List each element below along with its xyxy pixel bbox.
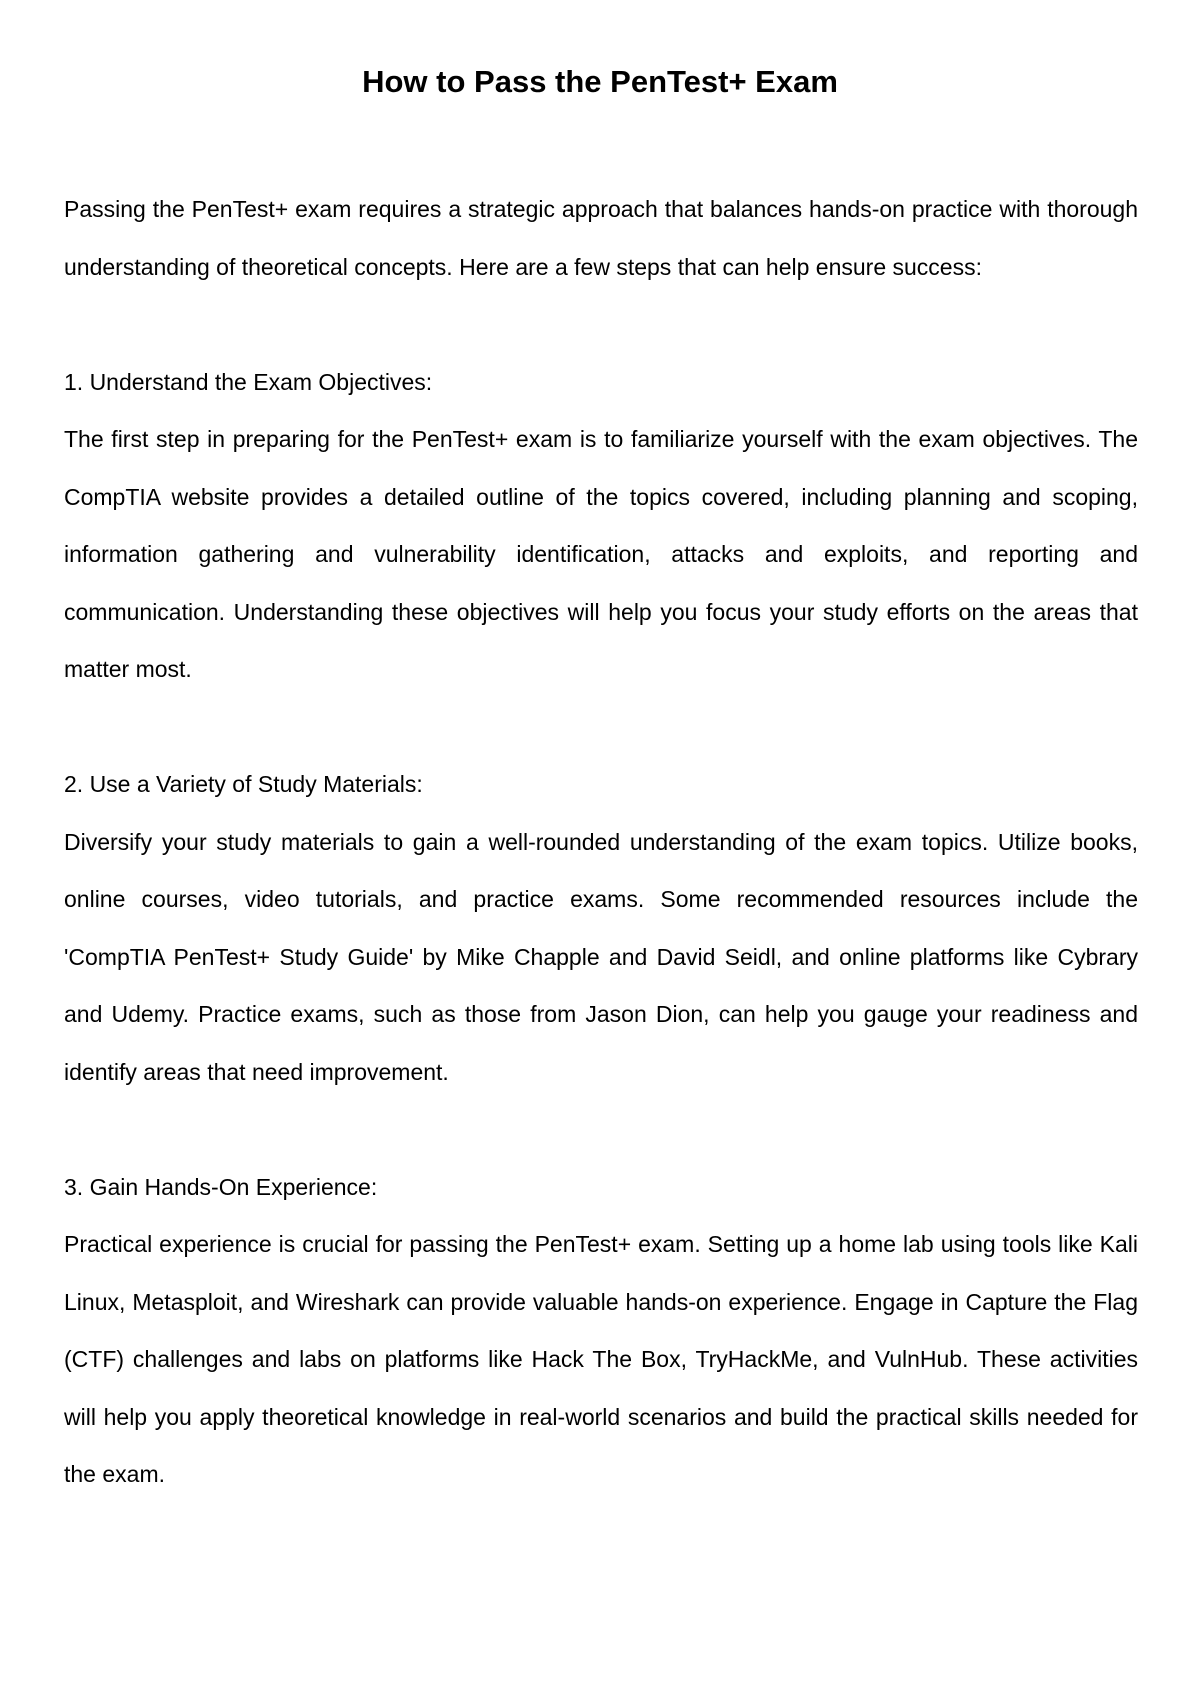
section-hands-on-experience <box>64 1159 1138 1504</box>
page-title: How to Pass the PenTest+ Exam <box>362 64 838 99</box>
section-heading: 2. Use a Variety of Study Materials: <box>64 771 423 797</box>
section-heading: 1. Understand the Exam Objectives: <box>64 368 433 395</box>
section-paragraph: Practical experience is crucial for passing the PenTest+ exam. Setting up a home lab using tools like Kali Linux, Metasploit, and Wireshark can provide valuable hands-on experience. Engage in Capture the Flag (CTF) challenges and labs on platforms like Hack The Box, TryHackMe, and VulnHub. These activities will help you apply theoretical knowledge in real-world scenarios and build the practical skills needed for the exam. <box>64 1231 1138 1487</box>
section-paragraph: The first step in preparing for the PenTest+ exam is to familiarize yourself with the exam objectives. The CompTIA website provides a detailed outline of the topics covered, including planning and scoping, information gathering and vulnerability identification, attacks and exploits, and reporting and communication. Understanding these objectives will help you focus your study efforts on the areas that matter most. <box>64 426 1138 682</box>
section-heading: 3. Gain Hands-On Experience: <box>64 1173 378 1200</box>
section-paragraph: Diversify your study materials to gain a well-rounded understanding of the exam topics. Utilize books, online courses, video tutorials, and practice exams. Some recommended resources include the 'CompTIA PenTest+ Study Guide' by Mike Chapple and David Seidl, and online platforms like Cybrary and Udemy. Practice exams, such as those from Jason Dion, can help you gauge your readiness and identify areas that need improvement. <box>64 828 1138 1085</box>
section-understand-objectives <box>64 354 1138 699</box>
document-body <box>64 181 1138 1561</box>
intro-paragraph: Passing the PenTest+ exam requires a strategic approach that balances hands-on practice with thorough understanding of theoretical concepts. Here are a few steps that can help ensure success: <box>64 196 1138 280</box>
section-study-materials <box>64 756 1138 1101</box>
